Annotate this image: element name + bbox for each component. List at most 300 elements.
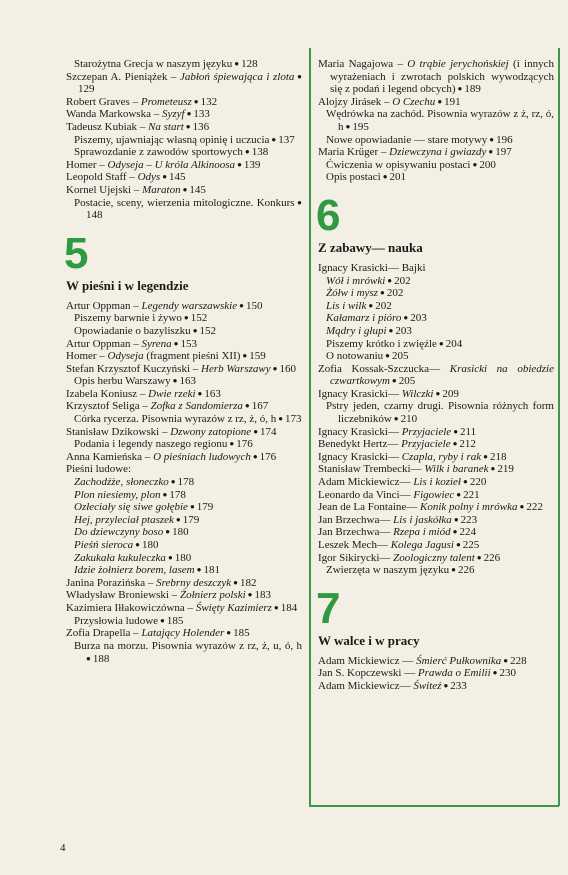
toc-entry-author: Szczepan A. Pieniążek – [66, 70, 180, 83]
toc-entry-page: 197 [495, 146, 512, 159]
toc-entry-title: Maraton [142, 183, 181, 196]
frame-rule-bottom [309, 805, 559, 807]
toc-entry-author: Burza na morzu. Pisownia wyrazów z rz, ż, u, ó, h [74, 639, 302, 652]
toc-entry-title: Wilk i baranek [424, 463, 489, 476]
toc-entry [66, 413, 302, 426]
toc-entry-author: Artur Oppman – [66, 337, 142, 350]
toc-entry-title: Lis i jaskółka [393, 513, 452, 526]
toc-entry-author: Opis herbu Warszawy [74, 375, 171, 388]
toc-entry [66, 526, 302, 539]
toc-entry [318, 463, 554, 476]
toc-entry-author: Stefan Krzysztof Kuczyński – [66, 362, 202, 375]
toc-entry-page: 219 [497, 463, 514, 476]
bullet-dot-icon: ● [165, 552, 175, 562]
toc-entry-page: 230 [499, 667, 516, 680]
toc-entry-title: Prawda o Emilii [417, 667, 491, 680]
toc-entry [66, 426, 302, 439]
toc-entry-author: Igor Sikirycki— [318, 551, 394, 564]
toc-entry [318, 539, 554, 552]
toc-entry-page: 196 [496, 133, 513, 146]
left-column [66, 58, 302, 666]
toc-entry-title: Legendy warszawskie [141, 299, 238, 312]
toc-entry-title: Odyseja – U króla Alkinoosa [107, 158, 236, 171]
bullet-dot-icon: ● [276, 414, 286, 424]
bullet-dot-icon: ● [366, 300, 376, 310]
toc-entry-author: Wędrówka na zachód. Pisownia wyrazów z ż, rz, ó, h [326, 108, 554, 133]
toc-entry [318, 426, 554, 439]
toc-entry [318, 655, 554, 668]
bullet-dot-icon: ● [168, 477, 178, 487]
toc-entry [66, 451, 302, 464]
toc-entry [318, 400, 554, 425]
bullet-dot-icon: ● [235, 159, 244, 169]
toc-entry-author: Robert Graves – [66, 95, 141, 108]
toc-entry [66, 184, 302, 197]
toc-entry-page: 202 [375, 299, 392, 312]
toc-entry [318, 350, 554, 363]
toc-entry [66, 577, 302, 590]
toc-entry-page: 180 [172, 526, 189, 539]
toc-entry-title: Przyjaciele [401, 438, 451, 451]
toc-entry-page: 191 [444, 95, 461, 108]
toc-entry-page: 201 [389, 171, 407, 184]
toc-entry-page: 218 [490, 450, 507, 463]
bullet-dot-icon: ● [181, 313, 191, 323]
toc-entry-author: Leonardo da Vinci— [318, 488, 414, 501]
toc-entry [66, 338, 302, 351]
right-list-1 [318, 58, 554, 184]
toc-entry-page: 180 [142, 539, 159, 551]
toc-entry-page: 228 [510, 654, 527, 667]
toc-entry-author: Piszemy barwnie i żywo [74, 312, 182, 325]
toc-entry-author: Zofia Kossak-Szczucka— [318, 362, 450, 375]
toc-entry-author: Nowe opowiadanie — stare motywy [326, 133, 488, 146]
toc-entry [66, 552, 302, 565]
toc-entry [66, 489, 302, 502]
toc-entry-author: Starożytna Grecja w naszym języku [74, 58, 233, 70]
bullet-dot-icon: ● [250, 451, 260, 461]
toc-entry-title: Kolega Jagusi [390, 539, 454, 551]
toc-entry-author: Stanisław Trembecki— [318, 463, 425, 476]
toc-entry-page: 180 [174, 551, 192, 564]
toc-entry-page: 174 [260, 425, 277, 438]
toc-entry-author: O notowaniu [326, 350, 384, 363]
bullet-dot-icon: ● [242, 401, 252, 411]
toc-entry-title: Wilczki [401, 387, 434, 400]
toc-entry-page: 202 [394, 274, 411, 287]
toc-entry [318, 159, 554, 172]
toc-entry [66, 375, 302, 388]
bullet-dot-icon: ● [383, 351, 392, 361]
toc-entry-title: Dwie rzeki [148, 387, 196, 400]
bullet-dot-icon: ● [133, 540, 143, 549]
toc-entry-author: Pieśni ludowe: [66, 463, 132, 476]
toc-entry [66, 589, 302, 602]
toc-entry-author: Homer – [66, 350, 108, 363]
bullet-dot-icon: ● [436, 338, 446, 348]
bullet-dot-icon: ● [481, 451, 490, 461]
toc-entry-title: Na start [148, 120, 184, 133]
toc-entry-author: Postacie, sceny, wierzenia mitologiczne. Konkurs [74, 196, 295, 209]
toc-entry [318, 287, 554, 300]
right-column [318, 58, 554, 693]
toc-entry [318, 96, 554, 109]
bullet-dot-icon: ● [294, 71, 302, 81]
toc-entry-author: Alojzy Jirásek – [318, 95, 393, 108]
toc-entry-page: 205 [391, 350, 409, 363]
toc-entry-author: Zwierzęta w naszym języku [326, 564, 450, 577]
toc-entry [66, 602, 302, 615]
toc-entry-page: 220 [469, 476, 487, 489]
toc-entry-author: Piszemy, ujawniając własną opinię i uczucia [74, 133, 270, 146]
toc-entry [66, 159, 302, 172]
toc-entry-author: Władysław Broniewski – [66, 589, 180, 602]
bullet-dot-icon: ● [490, 668, 500, 678]
left-list-1 [66, 58, 302, 222]
bullet-dot-icon: ● [160, 172, 170, 182]
toc-entry-author: Ignacy Krasicki— [318, 450, 402, 463]
bullet-dot-icon: ● [386, 325, 396, 335]
toc-entry [66, 96, 302, 109]
toc-entry-page: 179 [182, 513, 200, 526]
bullet-dot-icon: ● [232, 59, 242, 68]
toc-entry-page: 209 [442, 387, 459, 400]
toc-entry-title: Idzie żołnierz borem, lasem [74, 564, 195, 577]
toc-entry-author: Kornel Ujejski – [66, 183, 143, 196]
toc-entry [66, 71, 302, 96]
toc-entry-title: Hej, przyleciał ptaszek [74, 513, 174, 526]
toc-entry-page: 150 [245, 299, 263, 312]
toc-entry-author: Pstry jeden, czarny drugi. Pisownia różnych form liczebników [326, 400, 554, 426]
toc-entry-title: Święty Kazimierz [195, 601, 272, 614]
toc-entry [318, 325, 554, 338]
bullet-dot-icon: ● [454, 489, 464, 499]
toc-entry-title: Odyseja [107, 350, 144, 363]
section-6-title: Z zabawy— nauka [318, 239, 423, 255]
toc-entry-title: Latający Holender [141, 627, 225, 640]
toc-entry [66, 350, 302, 363]
toc-entry [318, 680, 554, 693]
toc-entry-author: Homer – [66, 158, 108, 171]
toc-entry-author: Sprawozdanie z zawodów sportowych [74, 146, 243, 159]
toc-entry-page: 178 [169, 488, 186, 501]
toc-entry [66, 197, 302, 222]
toc-entry-page: 222 [526, 501, 543, 514]
toc-entry [318, 451, 554, 464]
toc-entry-title: Syzyf [161, 108, 185, 121]
toc-entry-title: Prometeusz [140, 95, 192, 108]
toc-entry [66, 312, 302, 325]
toc-entry-author: Wanda Markowska – [66, 108, 162, 121]
toc-entry-page: 184 [280, 601, 298, 614]
toc-entry-title: Dzwony zatopione [170, 425, 252, 438]
bullet-dot-icon: ● [474, 552, 484, 562]
bullet-dot-icon: ● [487, 134, 497, 144]
toc-entry-page: 163 [179, 375, 197, 388]
toc-entry [66, 121, 302, 134]
bullet-dot-icon: ● [184, 109, 194, 119]
bullet-dot-icon: ● [271, 602, 281, 612]
toc-entry-author: Zofia Drapella – [66, 627, 142, 640]
bullet-dot-icon: ● [380, 172, 390, 182]
toc-entry-author: Stanisław Dzikowski – [66, 425, 171, 438]
toc-entry-title: Wół i mrówki [326, 274, 386, 287]
toc-entry-author: Kazimiera Iłłakowiczówna – [66, 601, 196, 614]
toc-entry-title: Zakukała kukuleczka [74, 551, 166, 564]
toc-entry [318, 476, 554, 489]
toc-entry-page: 205 [398, 375, 416, 388]
bullet-dot-icon: ● [191, 96, 201, 106]
toc-entry-title: Figowiec [413, 488, 455, 501]
toc-entry-author: Leszek Mech— [318, 539, 391, 551]
toc-entry-page: 133 [193, 108, 210, 121]
toc-entry-page: 179 [196, 501, 214, 514]
bullet-dot-icon: ● [242, 147, 252, 157]
toc-entry-author: Opowiadanie o bazyliszku [74, 324, 191, 337]
toc-entry-title: Jabłoń śpiewająca i zlota [179, 70, 295, 83]
toc-entry-page: 221 [463, 488, 480, 501]
toc-entry-page: 233 [450, 679, 467, 692]
toc-entry-author: Benedykt Hertz— [318, 438, 402, 451]
toc-entry-page: 139 [243, 158, 261, 171]
bullet-dot-icon: ● [343, 121, 353, 131]
toc-entry-author: Jan Brzechwa— [318, 513, 394, 526]
toc-entry-page: 129 [78, 83, 95, 96]
toc-entry [318, 438, 554, 451]
bullet-dot-icon: ● [501, 655, 511, 665]
toc-entry-note: (i innych wyrażeniach i zwrotach polskich wywodzących się z podań i legend obcych) [330, 58, 554, 96]
toc-entry-title: Śmierć Pułkownika [416, 654, 502, 667]
toc-entry [66, 615, 302, 628]
bullet-dot-icon: ● [195, 388, 205, 398]
bullet-dot-icon: ● [450, 439, 460, 449]
toc-entry-page: 153 [180, 337, 197, 350]
toc-entry [318, 388, 554, 401]
toc-entry-author: Adam Mickiewicz— [318, 476, 414, 489]
toc-entry [66, 438, 302, 451]
bullet-dot-icon: ● [171, 338, 181, 348]
section-5-number: 5 [64, 228, 89, 278]
bullet-dot-icon: ● [453, 540, 463, 549]
toc-entry-page: 148 [86, 209, 103, 222]
toc-entry-page: 183 [254, 589, 271, 602]
toc-entry-page: 136 [192, 120, 210, 133]
toc-entry-author: Jan S. Kopczewski — [318, 667, 418, 680]
right-list-2 [318, 262, 554, 577]
toc-entry-page: 225 [462, 539, 480, 551]
toc-entry [318, 363, 554, 388]
toc-entry [66, 564, 302, 577]
toc-entry [318, 501, 554, 514]
toc-entry-page: 152 [199, 324, 217, 337]
toc-entry [66, 134, 302, 147]
section-5-title: W pieśni i w legendzie [66, 277, 189, 293]
toc-entry [318, 526, 554, 539]
toc-entry-page: 189 [464, 83, 481, 96]
toc-entry [66, 388, 302, 401]
toc-entry [66, 363, 302, 376]
toc-entry-page: 132 [200, 95, 218, 108]
toc-entry-page: 185 [166, 614, 184, 627]
toc-entry-author: Ćwiczenia w opisywaniu postaci [326, 158, 471, 171]
bullet-dot-icon: ● [187, 502, 197, 512]
bullet-dot-icon: ● [401, 313, 411, 323]
toc-entry-note: (fragment pieśni XII) [143, 350, 241, 363]
toc-entry-title: Srebrny deszczyk [156, 576, 232, 589]
toc-entry [66, 476, 302, 489]
bullet-dot-icon: ● [451, 426, 461, 436]
toc-entry-page: 204 [445, 337, 463, 350]
toc-entry [318, 489, 554, 502]
bullet-dot-icon: ● [158, 615, 167, 625]
toc-entry-page: 178 [177, 476, 195, 489]
section-7-title: W walce i w pracy [318, 632, 420, 648]
toc-entry [66, 171, 302, 184]
toc-entry [318, 275, 554, 288]
toc-entry [66, 640, 302, 666]
toc-entry-page: 203 [410, 312, 427, 325]
bullet-dot-icon: ● [455, 84, 465, 94]
section-6-number: 6 [316, 190, 341, 240]
toc-entry-title: Żołnierz polski [179, 589, 246, 602]
frame-rule-left [309, 48, 311, 806]
bullet-dot-icon: ● [251, 426, 261, 436]
toc-entry [318, 300, 554, 313]
toc-entry-title: Mądry i głupi [326, 324, 387, 337]
toc-entry [66, 400, 302, 413]
toc-entry-author: Adam Mickiewicz — [318, 654, 417, 667]
toc-entry-page: 163 [204, 387, 221, 400]
bullet-dot-icon: ● [486, 147, 496, 157]
toc-entry-author: Jan Brzechwa— [318, 526, 394, 539]
toc-entry-title: Zofka z Sandomierza [150, 400, 243, 413]
bullet-dot-icon: ● [441, 680, 451, 690]
toc-entry-author: Ignacy Krasicki— Bajki [318, 261, 426, 274]
toc-entry-author: Maria Krüger – [318, 146, 390, 159]
toc-entry [318, 262, 554, 275]
toc-entry [66, 539, 302, 552]
toc-entry [66, 325, 302, 338]
toc-entry-title: Pieśń sieroca [74, 539, 134, 551]
toc-entry-page: 195 [352, 120, 369, 133]
toc-entry-title: Do dziewczyny boso [74, 526, 164, 539]
bullet-dot-icon: ● [270, 363, 280, 373]
toc-entry-title: Dziewczyna i gwiazdy [389, 146, 487, 159]
toc-entry-author: Anna Kamieńska – [66, 450, 154, 463]
bullet-dot-icon: ● [385, 275, 395, 285]
toc-entry [66, 58, 302, 71]
toc-entry-author: Artur Oppman – [66, 299, 142, 312]
bullet-dot-icon: ● [173, 514, 183, 524]
toc-entry-title: Plon niesiemy, plon [74, 488, 161, 501]
toc-entry [318, 58, 554, 96]
toc-entry-author: Ignacy Krasicki— [318, 425, 402, 438]
toc-entry-page: 182 [240, 576, 257, 589]
toc-entry [318, 552, 554, 565]
toc-entry-page: 128 [241, 58, 258, 70]
toc-entry [318, 312, 554, 325]
toc-entry-page: 226 [483, 551, 501, 564]
toc-entry-title: Odys [137, 171, 161, 184]
left-list-2 [66, 300, 302, 666]
bullet-dot-icon: ● [470, 159, 480, 169]
toc-entry-page: 181 [203, 564, 220, 577]
toc-entry-page: 224 [459, 526, 476, 539]
toc-entry-author: Janina Porazińska – [66, 576, 157, 589]
bullet-dot-icon: ● [433, 388, 443, 398]
toc-entry-page: 223 [460, 513, 478, 526]
toc-entry-title: Lis i wilk [326, 299, 367, 312]
bullet-dot-icon: ● [245, 590, 255, 600]
bullet-dot-icon: ● [450, 527, 460, 537]
right-list-3 [318, 655, 554, 693]
toc-entry-page: 167 [251, 400, 269, 413]
toc-entry-title: O Czechu [392, 95, 436, 108]
toc-entry-title: Rzepa i miód [393, 526, 451, 539]
section-7-number: 7 [316, 583, 341, 633]
toc-entry-page: 188 [92, 653, 110, 666]
bullet-dot-icon: ● [449, 565, 458, 575]
toc-entry-title: O trąbie jerychońskiej [407, 58, 509, 70]
toc-entry-author: Adam Mickiewicz— [318, 679, 414, 692]
toc-entry [318, 564, 554, 577]
bullet-dot-icon: ● [183, 121, 193, 131]
toc-entry [318, 108, 554, 133]
toc-entry-author: Ignacy Krasicki— [318, 387, 402, 400]
toc-entry-author: Opis postaci [326, 171, 381, 184]
bullet-dot-icon: ● [194, 565, 204, 575]
bullet-dot-icon: ● [391, 414, 401, 424]
toc-entry-title: Zoologiczny talent [393, 551, 475, 564]
bullet-dot-icon: ● [160, 489, 170, 499]
toc-entry-author: Tadeusz Kubiak – [66, 120, 149, 133]
toc-entry-page: 212 [459, 438, 476, 451]
bullet-dot-icon: ● [231, 577, 241, 587]
toc-entry-page: 152 [190, 312, 208, 325]
toc-entry-title: Lis i kozieł [413, 476, 461, 489]
toc-entry-page: 202 [386, 287, 404, 300]
toc-entry [318, 134, 554, 147]
toc-entry-author: Piszemy krótko i zwięźle [326, 337, 437, 350]
bullet-dot-icon: ● [517, 502, 527, 512]
toc-entry-page: 200 [479, 158, 496, 171]
toc-entry-page: 210 [400, 413, 418, 426]
bullet-dot-icon: ● [170, 376, 180, 386]
bullet-dot-icon: ● [227, 439, 237, 449]
toc-entry-title: Przyjaciele [401, 425, 452, 438]
toc-entry-title: Syrena [141, 337, 172, 350]
toc-entry-author: Leopold Staff – [66, 171, 138, 184]
bullet-dot-icon: ● [377, 288, 387, 298]
toc-entry-title: Żółw i mysz [326, 287, 378, 300]
toc-entry-page: 176 [259, 450, 277, 463]
toc-entry [318, 146, 554, 159]
toc-entry [66, 514, 302, 527]
toc-entry-page: 203 [395, 324, 412, 337]
bullet-dot-icon: ● [389, 376, 399, 386]
toc-entry [66, 627, 302, 640]
toc-entry-page: 145 [169, 171, 186, 184]
toc-entry-page: 176 [236, 438, 253, 451]
toc-entry [66, 146, 302, 159]
toc-entry [318, 338, 554, 351]
bullet-dot-icon: ● [180, 184, 190, 194]
bullet-dot-icon: ● [240, 351, 250, 361]
bullet-dot-icon: ● [86, 654, 93, 664]
bullet-dot-icon: ● [190, 325, 200, 335]
toc-entry-page: 160 [279, 362, 296, 375]
toc-entry [66, 300, 302, 313]
